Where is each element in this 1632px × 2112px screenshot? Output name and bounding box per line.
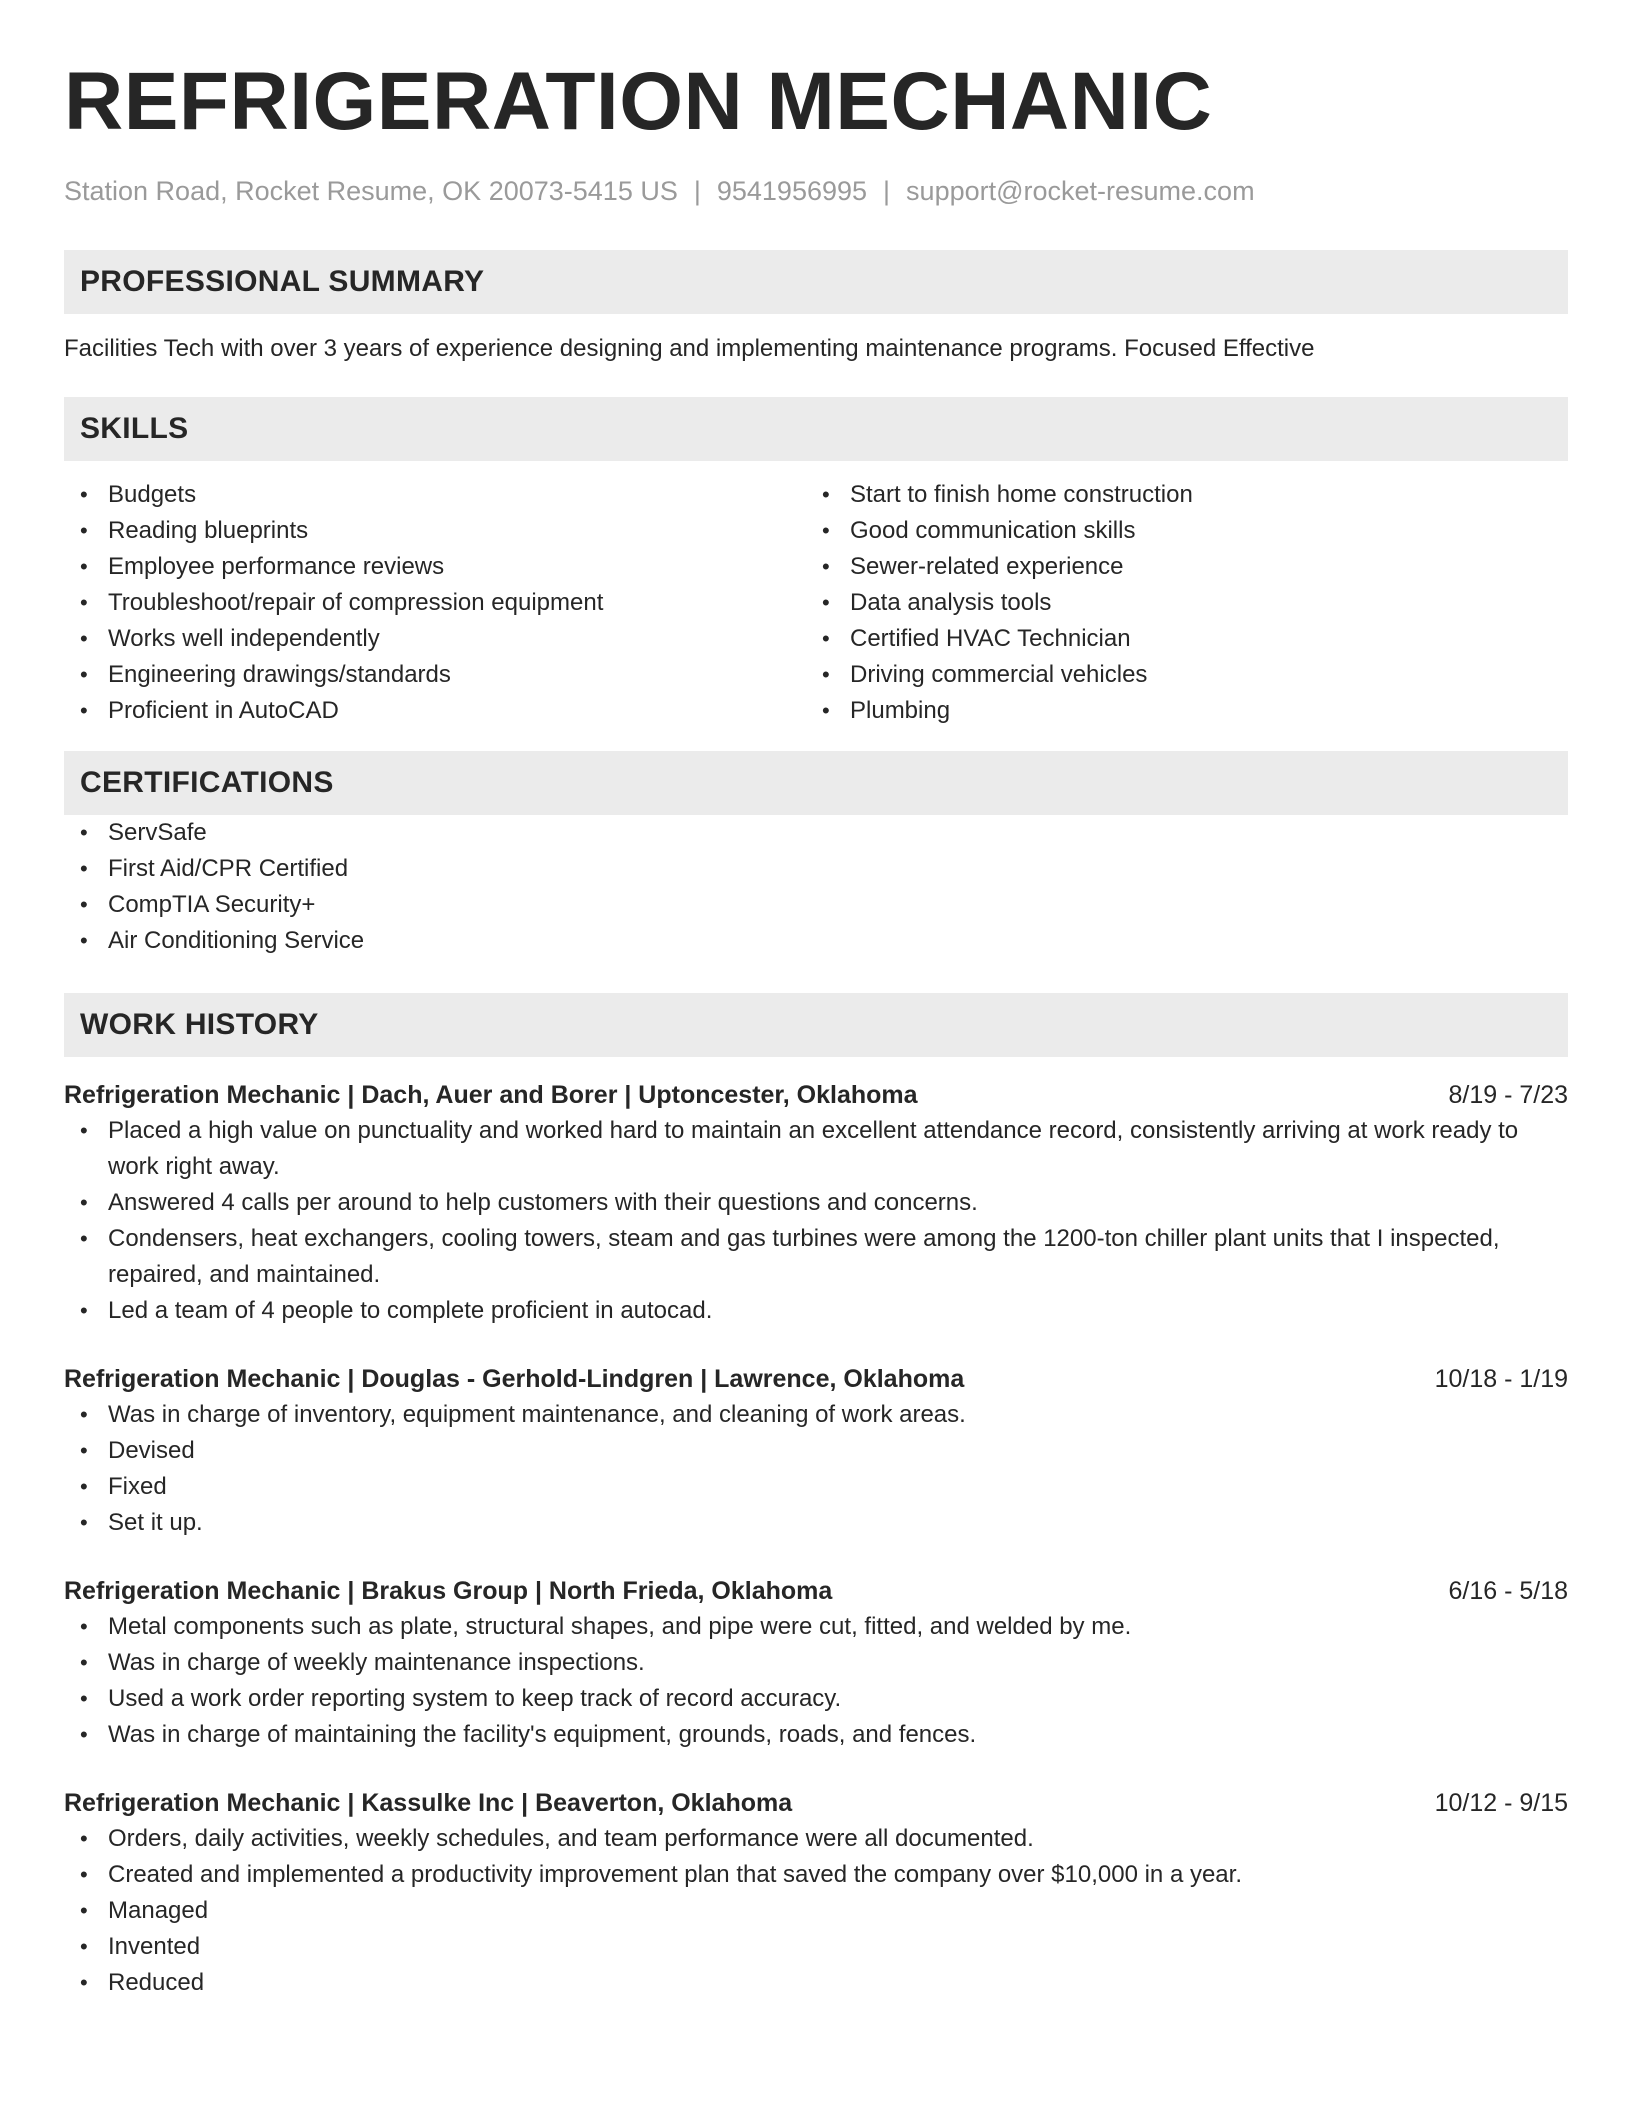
skill-item-text: Reading blueprints bbox=[108, 517, 309, 544]
bullet-icon: • bbox=[80, 1934, 88, 1959]
skill-item bbox=[64, 477, 806, 513]
bullet-icon: • bbox=[80, 1898, 88, 1923]
skill-item bbox=[64, 585, 806, 621]
contact-line bbox=[64, 174, 1568, 208]
work-history-list bbox=[64, 1077, 1568, 2001]
bullet-icon: • bbox=[80, 1826, 88, 1851]
skill-item-text: Start to finish home construction bbox=[850, 481, 1193, 508]
job-bullet-text: Led a team of 4 people to complete proficient in autocad. bbox=[108, 1297, 713, 1324]
job-bullet bbox=[64, 1469, 1568, 1505]
job-bullet bbox=[64, 1505, 1568, 1541]
bullet-icon: • bbox=[80, 856, 88, 881]
job-bullet-text: Invented bbox=[108, 1933, 201, 1960]
job-bullet bbox=[64, 1609, 1568, 1645]
job-bullet-text: Was in charge of maintaining the facility's equipment, grounds, roads, and fences. bbox=[108, 1721, 977, 1748]
skill-item-text: Proficient in AutoCAD bbox=[108, 697, 339, 724]
bullet-icon: • bbox=[80, 1650, 88, 1675]
skill-item-text: Engineering drawings/standards bbox=[108, 661, 451, 688]
skill-item bbox=[64, 621, 806, 657]
job-title: Refrigeration Mechanic | Douglas - Gerhold-Lindgren | Lawrence, Oklahoma bbox=[64, 1365, 965, 1393]
skill-item bbox=[806, 585, 1548, 621]
job-bullet-text: Created and implemented a productivity improvement plan that saved the company over $10,000 in a year. bbox=[108, 1861, 1242, 1888]
work-history-heading: WORK HISTORY bbox=[64, 993, 1568, 1057]
skill-item bbox=[64, 657, 806, 693]
bullet-icon: • bbox=[822, 518, 830, 543]
bullet-icon: • bbox=[80, 820, 88, 845]
job-title: Refrigeration Mechanic | Dach, Auer and Borer | Uptoncester, Oklahoma bbox=[64, 1081, 918, 1109]
certification-item bbox=[64, 851, 1568, 887]
contact-separator: | bbox=[693, 176, 701, 206]
bullet-icon: • bbox=[80, 928, 88, 953]
skill-item-text: Good communication skills bbox=[850, 517, 1136, 544]
certification-item bbox=[64, 923, 1568, 959]
bullet-icon: • bbox=[80, 1686, 88, 1711]
job-bullet bbox=[64, 1965, 1568, 2001]
job-bullet-text: Set it up. bbox=[108, 1509, 203, 1536]
certification-item-text: ServSafe bbox=[108, 819, 207, 846]
job-entry bbox=[64, 1361, 1568, 1541]
job-entry bbox=[64, 1077, 1568, 1329]
skills-columns bbox=[64, 477, 1568, 729]
bullet-icon: • bbox=[80, 1226, 88, 1251]
bullet-icon: • bbox=[822, 626, 830, 651]
job-bullet bbox=[64, 1113, 1568, 1185]
certifications-heading: CERTIFICATIONS bbox=[64, 751, 1568, 815]
bullet-icon: • bbox=[80, 698, 88, 723]
job-bullet-list bbox=[64, 1113, 1568, 1329]
bullet-icon: • bbox=[822, 590, 830, 615]
job-bullet bbox=[64, 1893, 1568, 1929]
bullet-icon: • bbox=[822, 554, 830, 579]
job-header bbox=[64, 1785, 1568, 1821]
skills-left-list bbox=[64, 477, 806, 729]
job-title: Refrigeration Mechanic | Brakus Group | North Frieda, Oklahoma bbox=[64, 1577, 833, 1605]
job-dates: 6/16 - 5/18 bbox=[1448, 1577, 1568, 1605]
job-bullet-text: Was in charge of inventory, equipment maintenance, and cleaning of work areas. bbox=[108, 1401, 966, 1428]
job-bullet bbox=[64, 1645, 1568, 1681]
bullet-icon: • bbox=[80, 1118, 88, 1143]
bullet-icon: • bbox=[80, 626, 88, 651]
job-entry bbox=[64, 1573, 1568, 1753]
skill-item bbox=[64, 549, 806, 585]
skill-item-text: Works well independently bbox=[108, 625, 380, 652]
bullet-icon: • bbox=[80, 482, 88, 507]
bullet-icon: • bbox=[822, 662, 830, 687]
bullet-icon: • bbox=[80, 554, 88, 579]
certification-item-text: First Aid/CPR Certified bbox=[108, 855, 349, 882]
bullet-icon: • bbox=[822, 482, 830, 507]
job-bullet-text: Used a work order reporting system to keep track of record accuracy. bbox=[108, 1685, 842, 1712]
job-bullet bbox=[64, 1821, 1568, 1857]
skill-item bbox=[806, 693, 1548, 729]
job-header bbox=[64, 1361, 1568, 1397]
certification-item-text: Air Conditioning Service bbox=[108, 927, 365, 954]
bullet-icon: • bbox=[80, 1510, 88, 1535]
contact-separator: | bbox=[883, 176, 891, 206]
certification-item-text: CompTIA Security+ bbox=[108, 891, 316, 918]
job-bullet bbox=[64, 1433, 1568, 1469]
skill-item-text: Certified HVAC Technician bbox=[850, 625, 1131, 652]
job-bullet-list bbox=[64, 1609, 1568, 1753]
skill-item bbox=[64, 513, 806, 549]
job-header bbox=[64, 1077, 1568, 1113]
bullet-icon: • bbox=[80, 590, 88, 615]
skills-heading: SKILLS bbox=[64, 397, 1568, 461]
skills-right-list bbox=[806, 477, 1548, 729]
certifications-list bbox=[64, 815, 1568, 959]
job-bullet-text: Condensers, heat exchangers, cooling towers, steam and gas turbines were among the 1200-ton chiller plant units that I inspected, repaired, and maintained. bbox=[108, 1225, 1500, 1288]
skill-item-text: Driving commercial vehicles bbox=[850, 661, 1148, 688]
job-header bbox=[64, 1573, 1568, 1609]
job-dates: 10/12 - 9/15 bbox=[1434, 1789, 1568, 1817]
contact-address: Station Road, Rocket Resume, OK 20073-5415 US bbox=[64, 176, 678, 206]
job-bullet-list bbox=[64, 1821, 1568, 2001]
job-bullet-list bbox=[64, 1397, 1568, 1541]
bullet-icon: • bbox=[80, 1862, 88, 1887]
skill-item bbox=[64, 693, 806, 729]
job-bullet-text: Managed bbox=[108, 1897, 209, 1924]
skill-item-text: Budgets bbox=[108, 481, 197, 508]
bullet-icon: • bbox=[80, 892, 88, 917]
summary-text: Facilities Tech with over 3 years of experience designing and implementing maintenance programs. Focused Effective bbox=[64, 335, 1315, 362]
bullet-icon: • bbox=[80, 518, 88, 543]
skill-item-text: Data analysis tools bbox=[850, 589, 1052, 616]
job-title: Refrigeration Mechanic | Kassulke Inc | Beaverton, Oklahoma bbox=[64, 1789, 793, 1817]
contact-email: support@rocket-resume.com bbox=[906, 176, 1255, 206]
summary-heading: PROFESSIONAL SUMMARY bbox=[64, 250, 1568, 314]
skill-item bbox=[806, 657, 1548, 693]
bullet-icon: • bbox=[80, 1614, 88, 1639]
job-entry bbox=[64, 1785, 1568, 2001]
job-bullet-text: Devised bbox=[108, 1437, 195, 1464]
certification-item bbox=[64, 887, 1568, 923]
job-bullet bbox=[64, 1221, 1568, 1293]
skills-left-column bbox=[64, 477, 806, 729]
skill-item bbox=[806, 621, 1548, 657]
job-dates: 10/18 - 1/19 bbox=[1434, 1365, 1568, 1393]
skill-item bbox=[806, 513, 1548, 549]
skill-item bbox=[806, 477, 1548, 513]
job-bullet-text: Placed a high value on punctuality and worked hard to maintain an excellent attendance record, consistently arriving at work ready to work right away. bbox=[108, 1117, 1519, 1180]
bullet-icon: • bbox=[80, 1298, 88, 1323]
skill-item bbox=[806, 549, 1548, 585]
job-bullet bbox=[64, 1293, 1568, 1329]
job-bullet-text: Fixed bbox=[108, 1473, 167, 1500]
contact-phone: 9541956995 bbox=[716, 176, 868, 206]
bullet-icon: • bbox=[80, 1190, 88, 1215]
job-dates: 8/19 - 7/23 bbox=[1448, 1081, 1568, 1109]
candidate-name: REFRIGERATION MECHANIC bbox=[64, 56, 1213, 147]
job-bullet-text: Answered 4 calls per around to help customers with their questions and concerns. bbox=[108, 1189, 978, 1216]
job-bullet bbox=[64, 1857, 1568, 1893]
skill-item-text: Troubleshoot/repair of compression equipment bbox=[108, 589, 604, 616]
job-bullet-text: Orders, daily activities, weekly schedules, and team performance were all documented. bbox=[108, 1825, 1034, 1852]
skills-right-column bbox=[806, 477, 1548, 729]
bullet-icon: • bbox=[80, 662, 88, 687]
bullet-icon: • bbox=[80, 1438, 88, 1463]
job-bullet-text: Reduced bbox=[108, 1969, 205, 1996]
job-bullet bbox=[64, 1185, 1568, 1221]
job-bullet-text: Metal components such as plate, structural shapes, and pipe were cut, fitted, and welded by me. bbox=[108, 1613, 1132, 1640]
bullet-icon: • bbox=[80, 1474, 88, 1499]
certification-item bbox=[64, 815, 1568, 851]
job-bullet bbox=[64, 1929, 1568, 1965]
job-bullet bbox=[64, 1397, 1568, 1433]
skill-item-text: Plumbing bbox=[850, 697, 951, 724]
job-bullet bbox=[64, 1717, 1568, 1753]
job-bullet bbox=[64, 1681, 1568, 1717]
bullet-icon: • bbox=[80, 1722, 88, 1747]
skill-item-text: Sewer-related experience bbox=[850, 553, 1124, 580]
skill-item-text: Employee performance reviews bbox=[108, 553, 445, 580]
bullet-icon: • bbox=[80, 1970, 88, 1995]
bullet-icon: • bbox=[822, 698, 830, 723]
job-bullet-text: Was in charge of weekly maintenance inspections. bbox=[108, 1649, 645, 1676]
bullet-icon: • bbox=[80, 1402, 88, 1427]
